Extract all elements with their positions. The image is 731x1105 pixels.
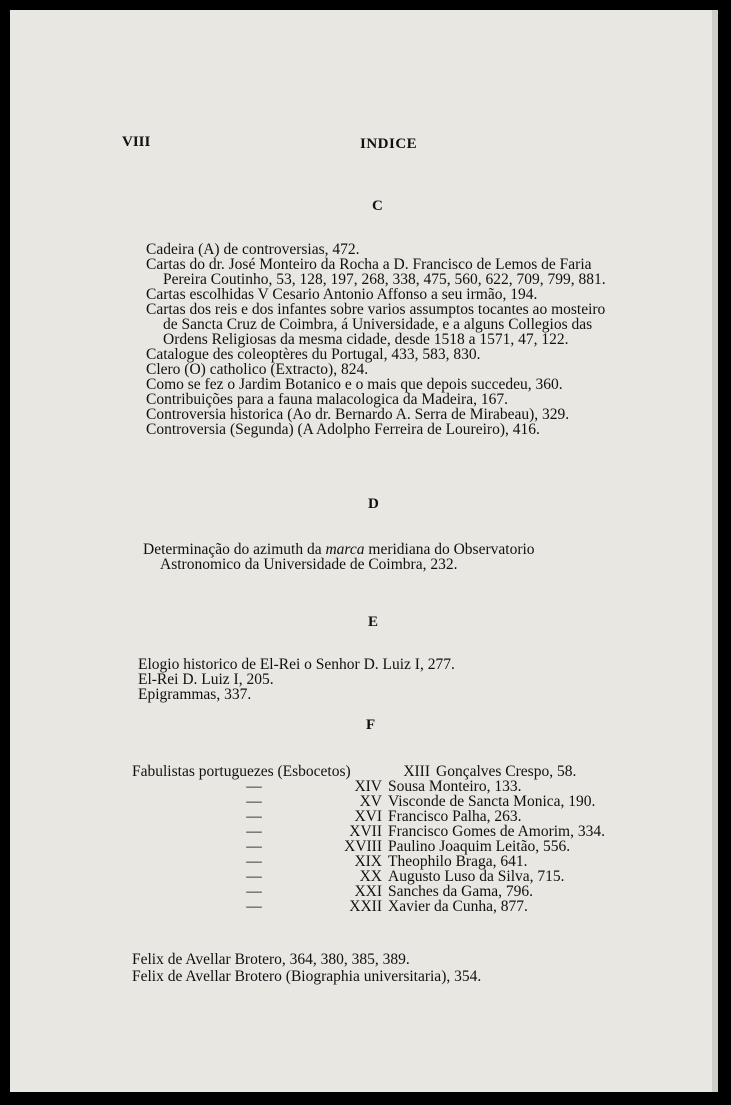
entry-text: Determinação do azimuth da: [143, 541, 326, 558]
fabulistas-number: XV: [359, 793, 382, 810]
fabulistas-number: XXI: [354, 883, 382, 900]
fabulistas-row: [238, 824, 618, 839]
fabulistas-name: Visconde de Sancta Monica, 190.: [388, 793, 596, 810]
section-letter-f: F: [366, 717, 377, 733]
entry-italic-term: marca: [325, 541, 365, 558]
index-entry: Clero (O) catholico (Extracto), 824.: [146, 361, 369, 378]
fabulistas-name: Sousa Monteiro, 133.: [388, 778, 522, 795]
index-entry: Cartas escolhidas V Cesario Antonio Affonso a seu irmão, 194.: [146, 286, 538, 303]
ditto-dash: —: [246, 793, 262, 810]
fabulistas-row: [238, 869, 618, 884]
index-entry: Felix de Avellar Brotero, 364, 380, 385, 389.: [132, 951, 410, 968]
fabulistas-number: XXII: [349, 898, 382, 915]
index-entry: Epigrammas, 337.: [138, 686, 252, 703]
fabulistas-number: XIX: [354, 853, 382, 870]
fabulistas-row: [238, 884, 618, 899]
fabulistas-row: [238, 839, 618, 854]
index-entry: El-Rei D. Luiz I, 205.: [138, 671, 274, 688]
ditto-dash: —: [246, 853, 262, 870]
section-c-entries: [146, 242, 621, 437]
index-entry: Como se fez o Jardim Botanico e o mais que depois succedeu, 360.: [146, 376, 563, 393]
ditto-dash: —: [246, 838, 262, 855]
ditto-dash: —: [246, 868, 262, 885]
book-page: [10, 10, 718, 1092]
fabulistas-row: [238, 764, 618, 779]
fabulistas-name: Sanches da Gama, 796.: [388, 883, 534, 900]
section-letter-c: C: [372, 198, 384, 214]
index-entry: Controversia historica (Ao dr. Bernardo A. Serra de Mirabeau), 329.: [146, 406, 570, 423]
fabulistas-name: Xavier da Cunha, 877.: [388, 898, 528, 915]
fabulistas-name: Francisco Palha, 263.: [388, 808, 522, 825]
section-letter-e: E: [368, 614, 380, 630]
index-entry: Felix de Avellar Brotero (Biographia universitaria), 354.: [132, 968, 482, 985]
entry-text: meridiana do Observatorio Astronomico da Universidade de Coimbra, 232.: [160, 541, 535, 573]
page-folio: VIII: [122, 134, 151, 150]
fabulistas-number: XIV: [354, 778, 382, 795]
section-letter-d: D: [368, 496, 380, 512]
index-entry: Contribuições para a fauna malacologica da Madeira, 167.: [146, 391, 508, 408]
fabulistas-name: Francisco Gomes de Amorim, 334.: [388, 823, 605, 840]
fabulistas-number: XVIII: [344, 838, 382, 855]
fabulistas-number: XVII: [349, 823, 382, 840]
fabulistas-row: [238, 794, 618, 809]
index-entry: Cadeira (A) de controversias, 472.: [146, 241, 360, 258]
index-entry: Cartas dos reis e dos infantes sobre varios assumptos tocantes ao mosteiro de Sancta Cruz de Coimbra, á Universidade, e a alguns Collegios das Ordens Religiosas da mesma cidade, desde 1518 a 1571, 47, 122.: [146, 301, 606, 348]
index-entry: Cartas do dr. José Monteiro da Rocha a D. Francisco de Lemos de Faria Pereira Coutinho, 53, 128, 197, 268, 338, 475, 560, 622, 709, 799, 881.: [146, 256, 606, 288]
section-e-entries: [138, 657, 608, 702]
fabulistas-name: Augusto Luso da Silva, 715.: [388, 868, 565, 885]
index-entry: Controversia (Segunda) (A Adolpho Ferreira de Loureiro), 416.: [146, 421, 540, 438]
ditto-dash: —: [246, 778, 262, 795]
fabulistas-number: XX: [359, 868, 382, 885]
fabulistas-row: [238, 899, 618, 914]
fabulistas-list: [238, 764, 618, 914]
ditto-dash: —: [246, 883, 262, 900]
fabulistas-number: XIII: [403, 763, 430, 780]
fabulistas-name: Theophilo Braga, 641.: [388, 853, 528, 870]
fabulistas-number: XVI: [354, 808, 382, 825]
section-d-entries: [143, 542, 613, 572]
index-entry: Catalogue des coleoptères du Portugal, 433, 583, 830.: [146, 346, 481, 363]
fabulistas-label: Fabulistas portuguezes (Esbocetos): [132, 763, 351, 780]
index-entry: [143, 542, 613, 572]
fabulistas-row: [238, 779, 618, 794]
page-edge: [712, 10, 718, 1092]
fabulistas-row: [238, 854, 618, 869]
fabulistas-row: [238, 809, 618, 824]
page-title: INDICE: [360, 136, 418, 152]
ditto-dash: —: [246, 898, 262, 915]
index-entry: Elogio historico de El-Rei o Senhor D. Luiz I, 277.: [138, 656, 455, 673]
fabulistas-name: Gonçalves Crespo, 58.: [436, 763, 577, 780]
ditto-dash: —: [246, 823, 262, 840]
ditto-dash: —: [246, 808, 262, 825]
fabulistas-name: Paulino Joaquim Leitão, 556.: [388, 838, 571, 855]
